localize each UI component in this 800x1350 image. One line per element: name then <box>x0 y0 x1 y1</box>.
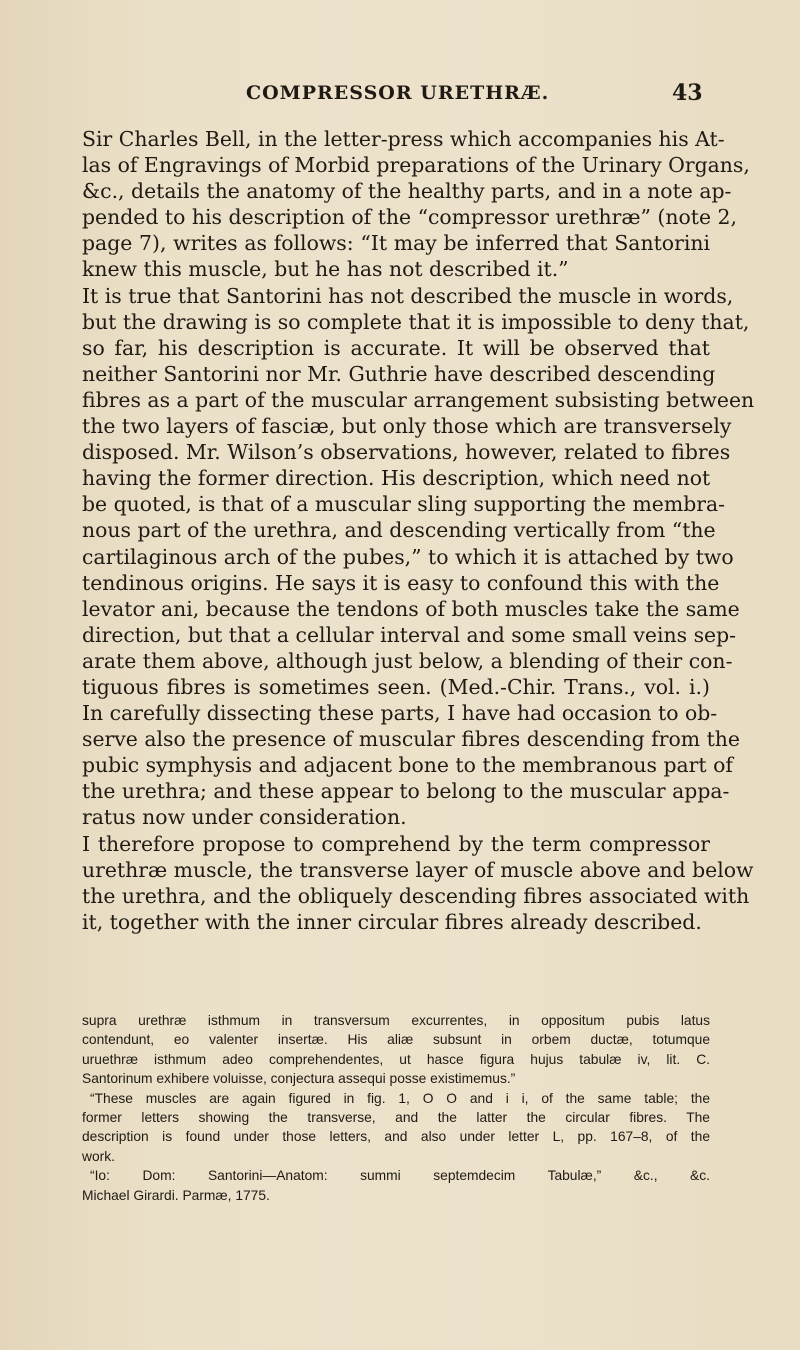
body-line: arate them above, although just below, a blending of their con- <box>82 648 733 673</box>
body-line: knew this muscle, but he has not described it.” <box>82 257 569 282</box>
footnote-line: description is found under those letters, and also under letter L, pp. 167–8, of the <box>82 1129 710 1145</box>
body-line: be quoted, is that of a muscular sling supporting the membra- <box>82 492 726 517</box>
footnote-line: supra urethræ isthmum in transversum excurrentes, in oppositum pubis latus <box>82 1013 710 1028</box>
body-line: pubic symphysis and adjacent bone to the membranous part of <box>82 753 733 778</box>
body-line: ratus now under consideration. <box>82 805 407 830</box>
body-line: page 7), writes as follows: “It may be inferred that Santorini <box>82 231 710 256</box>
body-line: direction, but that a cellular interval and some small veins sep- <box>82 622 737 647</box>
page-number: 43 <box>672 80 703 106</box>
footnote-line: former letters showing the transverse, and the latter the circular fibres. The <box>82 1110 710 1126</box>
body-line: disposed. Mr. Wilson’s observations, however, related to fibres <box>82 440 731 465</box>
body-line: levator ani, because the tendons of both muscles take the same <box>82 596 740 621</box>
body-line: &c., details the anatomy of the healthy parts, and in a note ap- <box>82 179 732 204</box>
body-line: the urethra, and the obliquely descending fibres associated with <box>82 883 750 908</box>
body-line: fibres as a part of the muscular arrangement subsisting between <box>82 387 755 412</box>
body-line: the urethra; and these appear to belong to the muscular appa- <box>82 779 730 804</box>
body-line: cartilaginous arch of the pubes,” to which it is attached by two <box>82 544 734 569</box>
running-head: COMPRESSOR URETHRÆ. <box>246 82 550 104</box>
footnote-line: Michael Girardi. Parmæ, 1775. <box>82 1187 270 1203</box>
body-line: serve also the presence of muscular fibres descending from the <box>82 727 740 752</box>
footnote-line: work. <box>82 1148 115 1164</box>
footnote-line: Santorinum exhibere voluisse, conjectura assequi posse existimemus.” <box>82 1071 516 1087</box>
footnotes <box>82 1011 710 1205</box>
footnote-line: “Io: Dom: Santorini—Anatom: summi septemdecim Tabulæ,” &c., &c. <box>90 1168 710 1184</box>
body-line: so far, his description is accurate. It will be observed that <box>82 335 710 360</box>
body-line: las of Engravings of Morbid preparations of the Urinary Organs, <box>82 153 750 178</box>
body-line: urethræ muscle, the transverse layer of muscle above and below <box>82 857 754 882</box>
body-line: neither Santorini nor Mr. Guthrie have described descending <box>82 361 716 386</box>
footnote-line: contendunt, eo valenter insertæ. His aliæ subsunt in orbem ductæ, totumque <box>82 1032 710 1048</box>
body-line: but the drawing is so complete that it is impossible to deny that, <box>82 309 750 334</box>
footnote-line: “These muscles are again figured in fig. 1, O O and i i, of the same table; the <box>90 1090 710 1106</box>
body-line: tiguous fibres is sometimes seen. (Med.-Chir. Trans., vol. i.) <box>82 674 710 699</box>
body-line: the two layers of fasciæ, but only those which are transversely <box>82 414 732 439</box>
body-line: nous part of the urethra, and descending vertically from “the <box>82 518 716 543</box>
body-line: In carefully dissecting these parts, I have had occasion to ob- <box>82 701 718 726</box>
body-line: I therefore propose to comprehend by the term compressor <box>82 831 710 856</box>
body-line: having the former direction. His description, which need not <box>82 466 711 491</box>
footnote-line: uruethræ isthmum adeo comprehendentes, ut hasce figura hujus tabulæ iv, lit. C. <box>82 1051 710 1067</box>
body-line: Sir Charles Bell, in the letter-press which accompanies his At- <box>82 127 725 151</box>
body-line: it, together with the inner circular fibres already described. <box>82 909 702 934</box>
body-line: pended to his description of the “compressor urethræ” (note 2, <box>82 205 737 230</box>
body-line: tendinous origins. He says it is easy to confound this with the <box>82 570 720 595</box>
body-text <box>82 126 755 935</box>
page-header <box>0 82 800 112</box>
body-line: It is true that Santorini has not described the muscle in words, <box>82 283 734 308</box>
